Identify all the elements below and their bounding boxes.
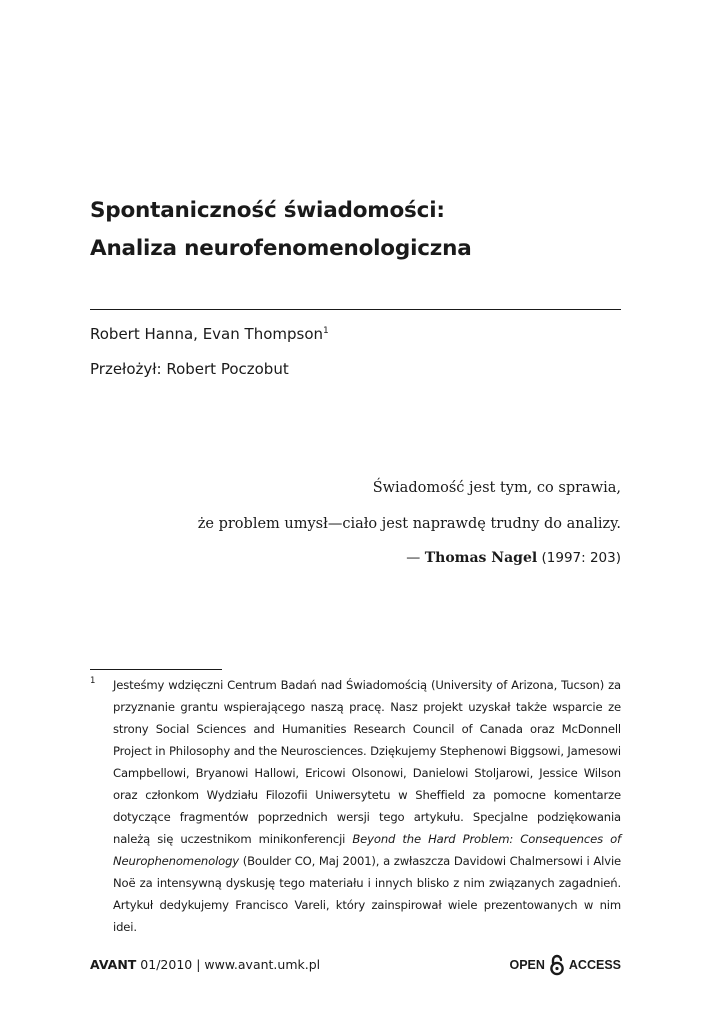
attribution-dash: —: [406, 550, 425, 566]
epigraph-year: (1997: 203): [537, 550, 621, 566]
page-footer: [90, 954, 621, 976]
title-line-2: Analiza neurofenomenologiczna: [90, 236, 472, 261]
journal-name: AVANT: [90, 957, 137, 972]
open-access-lock-icon: [548, 954, 566, 976]
epigraph-line-2: że problem umysł—ciało jest naprawdę trudny do analizy.: [197, 516, 621, 532]
epigraph-line-1: Świadomość jest tym, co sprawia,: [372, 480, 621, 496]
open-access-left-text: OPEN: [509, 958, 545, 972]
footnote-divider: [90, 669, 222, 670]
translator-line: Przełożył: Robert Poczobut: [90, 360, 289, 378]
footnote-text: [113, 674, 621, 938]
title-divider: [90, 309, 621, 310]
footnote-italic-title: Beyond the Hard Problem: Consequences of Neurophenomenology: [113, 832, 621, 868]
footnote-reference: 1: [323, 326, 329, 336]
article-title: [90, 192, 630, 268]
epigraph-attribution: [90, 548, 621, 568]
author-names: Robert Hanna, Evan Thompson: [90, 325, 324, 343]
journal-info: [90, 957, 320, 972]
epigraph-author: Thomas Nagel: [424, 550, 538, 566]
footnote-text-part-2: (Boulder CO, Maj 2001), a zwłaszcza Davidowi Chalmersowi i Alvie Noë za intensywną dyskusję tego materiału i innych blisko z nim związanych zagadnień. Artykuł dedykujemy Francisco Vareli, który zainspirował wiele prezentowanych w nim idei.: [113, 854, 621, 934]
title-line-1: Spontaniczność świadomości:: [90, 198, 445, 223]
footnote-text-part-1: Jesteśmy wdzięczni Centrum Badań nad Świadomością (University of Arizona, Tucson) za przyznanie grantu wspierającego naszą pracę. Nasz projekt uzyskał także wsparcie ze strony Social Sciences and Humanities Research Council of Canada oraz McDonnell Project in Philosophy and the Neurosciences. Dziękujemy Stephenowi Biggsowi, Jamesowi Campbellowi, Bryanowi Hallowi, Ericowi Olsonowi, Danielowi Stoljarowi, Jessice Wilson oraz członkom Wydziału Filozofii Uniwersytetu w Sheffield za pomocne komentarze dotyczące fragmentów poprzednich wersji tego artykułu. Specjalne podziękowania należą się uczestnikom minikonferencji: [113, 678, 621, 846]
open-access-logo: [509, 954, 621, 976]
journal-issue: 01/2010 | www.avant.umk.pl: [136, 957, 321, 972]
open-access-right-text: ACCESS: [568, 958, 621, 972]
footnote: [90, 674, 621, 938]
author-line: [90, 323, 329, 345]
epigraph: [90, 478, 621, 568]
footnote-mark: 1: [90, 676, 96, 686]
